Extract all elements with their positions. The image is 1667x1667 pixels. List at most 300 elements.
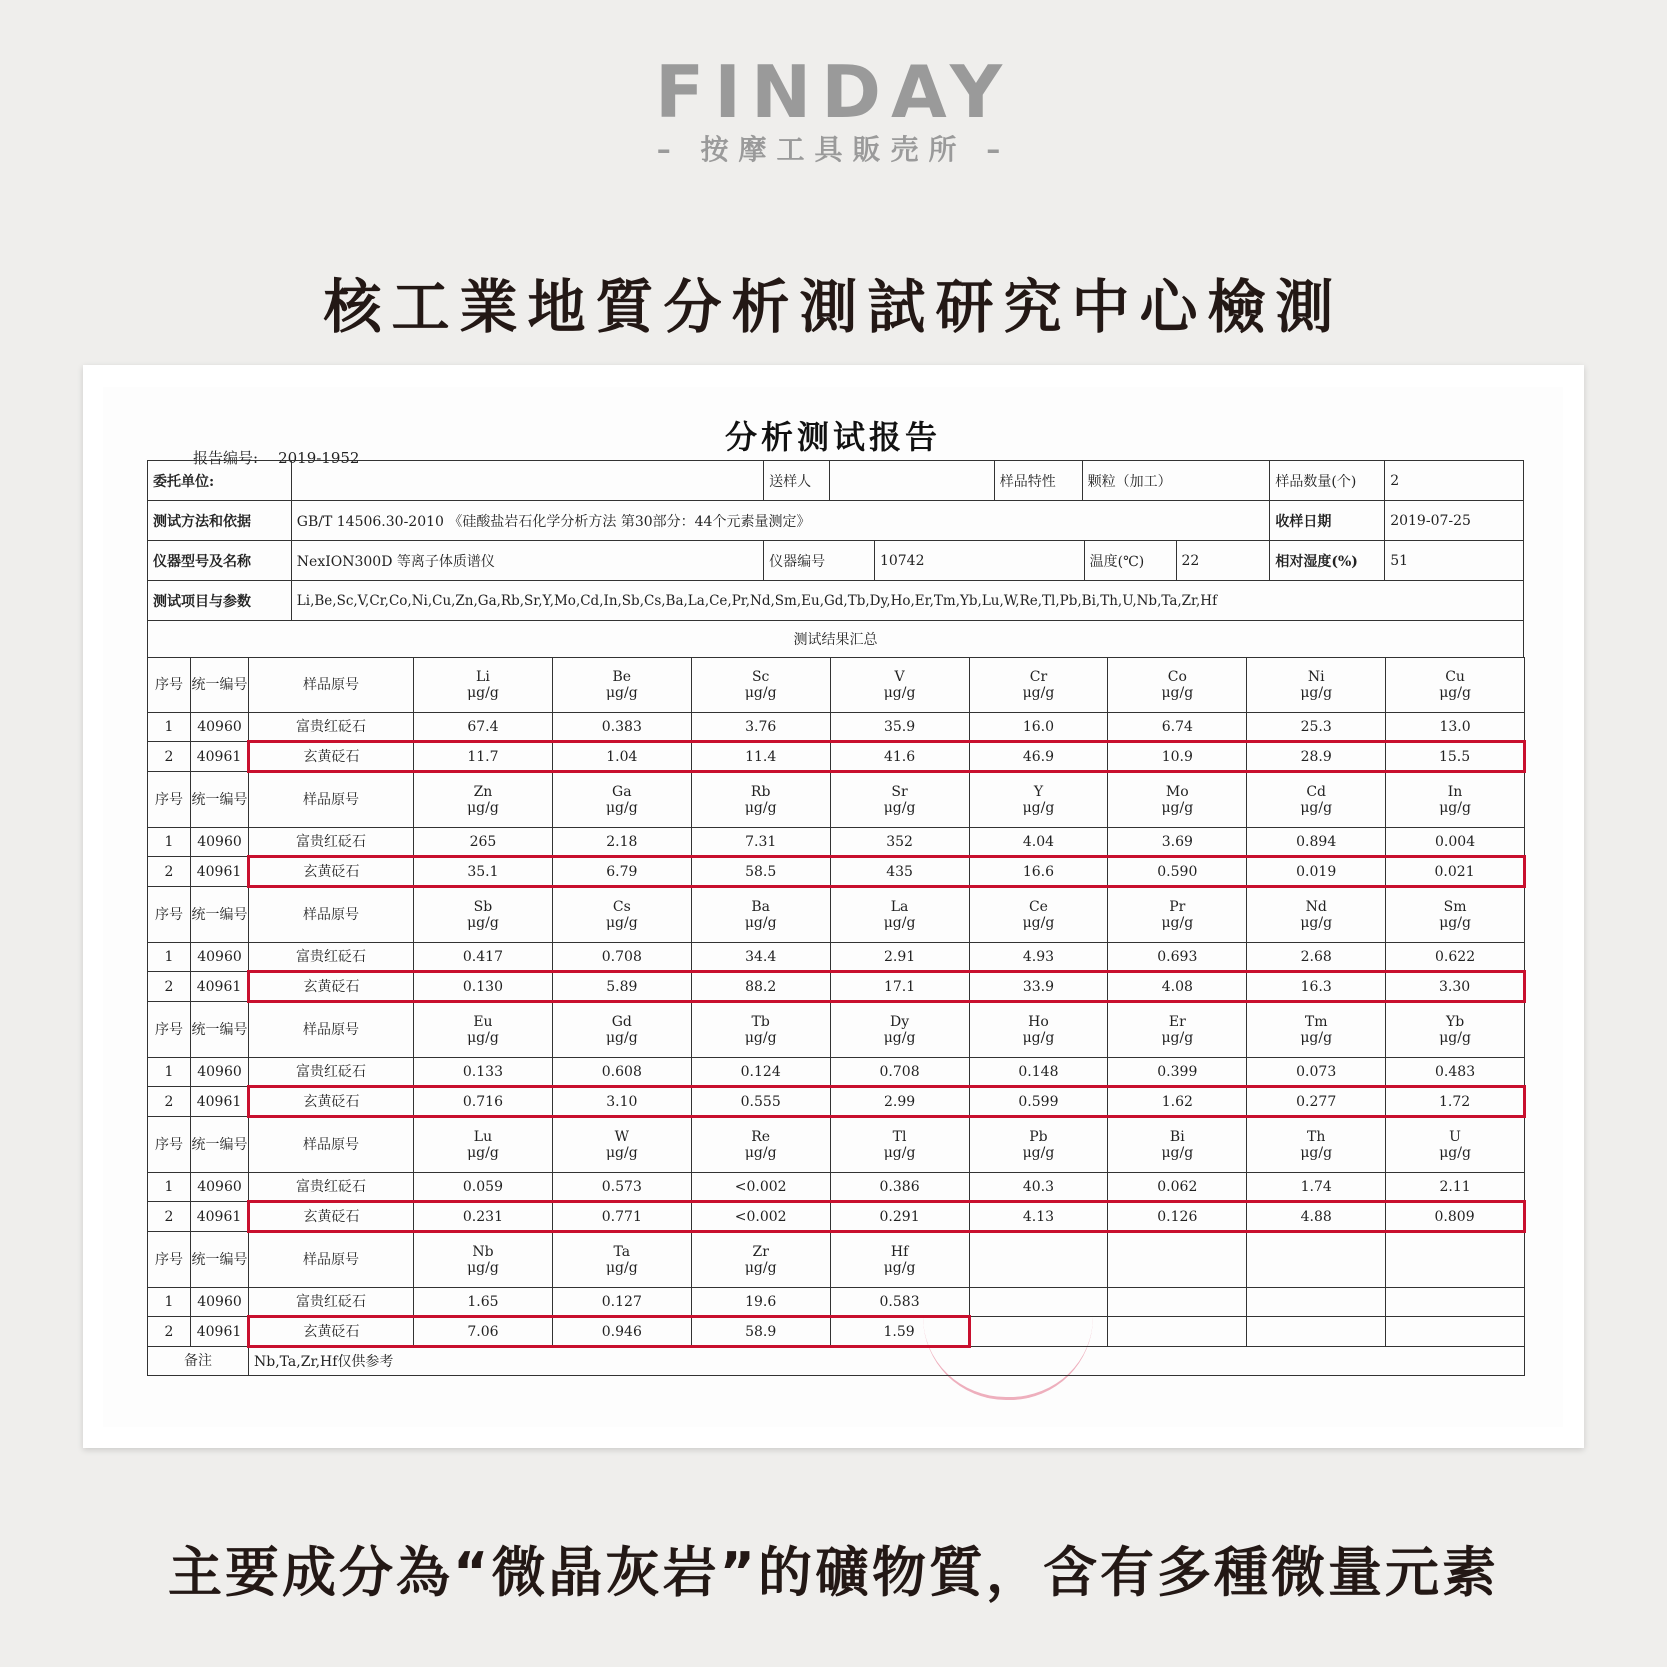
value-cell: 46.9 (969, 742, 1108, 772)
seq-cell: 2 (148, 742, 191, 772)
element-unit: μg/g (605, 1260, 638, 1276)
element-symbol: Ba (751, 899, 770, 915)
value-cell: 0.716 (414, 1087, 553, 1117)
seq-header: 序号 (148, 1117, 191, 1173)
element-symbol: W (614, 1129, 629, 1145)
element-header (830, 1232, 969, 1288)
element-symbol: Ce (1028, 899, 1048, 915)
element-unit: μg/g (605, 800, 638, 816)
value-cell: 88.2 (691, 972, 830, 1002)
element-unit: μg/g (605, 915, 638, 931)
element-header (552, 1002, 691, 1058)
seq-header: 序号 (148, 1002, 191, 1058)
value-cell: 58.5 (691, 857, 830, 887)
value-cell: 0.059 (414, 1173, 553, 1202)
element-header (552, 658, 691, 713)
value-cell: 1.59 (830, 1317, 969, 1347)
humidity-value: 51 (1390, 552, 1409, 569)
element-symbol: U (1449, 1129, 1461, 1145)
sample-name-cell: 富贵红砭石 (249, 1058, 414, 1087)
element-header (969, 658, 1108, 713)
sample-name-cell: 富贵红砭石 (249, 828, 414, 857)
seq-header: 序号 (148, 772, 191, 828)
element-symbol: Nd (1305, 899, 1327, 915)
element-header (1247, 1232, 1386, 1288)
value-cell: 0.126 (1108, 1202, 1247, 1232)
element-symbol: Yb (1445, 1014, 1465, 1030)
sample-name-cell: 玄黄砭石 (249, 972, 414, 1002)
method-value: GB/T 14506.30-2010 《硅酸盐岩石化学分析方法 第30部分：44个元素量测定》 (292, 501, 1271, 540)
element-symbol: Sb (473, 899, 493, 915)
sample-type-label: 样品特性 (995, 461, 1083, 500)
value-cell: 0.599 (969, 1087, 1108, 1117)
element-symbol: Tb (751, 1014, 770, 1030)
uid-header: 统一编号 (191, 1002, 249, 1058)
value-cell: 11.7 (414, 742, 553, 772)
sample-row (148, 742, 1525, 772)
sample-name-cell: 富贵红砭石 (249, 713, 414, 742)
element-symbol: Cd (1306, 784, 1327, 800)
value-cell: 0.590 (1108, 857, 1247, 887)
sample-row (148, 1058, 1525, 1087)
value-cell: 0.809 (1386, 1202, 1525, 1232)
sample-count-value: 2 (1390, 472, 1400, 489)
value-cell: 16.6 (969, 857, 1108, 887)
sender-label: 送样人 (764, 461, 830, 500)
report-table (147, 460, 1524, 1376)
value-cell (1386, 1317, 1525, 1347)
value-cell: 0.130 (414, 972, 553, 1002)
value-cell: 11.4 (691, 742, 830, 772)
value-cell: 4.08 (1108, 972, 1247, 1002)
element-symbol: Tm (1304, 1014, 1328, 1030)
element-unit: μg/g (744, 1030, 777, 1046)
element-header (552, 1117, 691, 1173)
value-cell: 0.127 (552, 1288, 691, 1317)
element-symbol: Pb (1029, 1129, 1048, 1145)
value-cell (1108, 1288, 1247, 1317)
value-cell: 0.148 (969, 1058, 1108, 1087)
seq-header: 序号 (148, 887, 191, 943)
brand-subtitle: – 按摩工具販売所 – (656, 133, 1011, 166)
sample-name-cell: 富贵红砭石 (249, 1288, 414, 1317)
sender-value (830, 461, 995, 500)
element-header (969, 1232, 1108, 1288)
value-cell: 4.13 (969, 1202, 1108, 1232)
report-number-label: 报告编号: (193, 449, 259, 467)
value-cell: 0.062 (1108, 1173, 1247, 1202)
seq-cell: 1 (148, 828, 191, 857)
element-header (552, 887, 691, 943)
method-label: 测试方法和依据 (148, 501, 292, 540)
element-header (1386, 772, 1525, 828)
element-symbol: Y (1033, 784, 1044, 800)
element-header (830, 887, 969, 943)
value-cell: 0.946 (552, 1317, 691, 1347)
element-header (691, 1117, 830, 1173)
element-header (1386, 1232, 1525, 1288)
value-cell (969, 1317, 1108, 1347)
items-label: 测试项目与参数 (148, 581, 292, 620)
remark-value: Nb,Ta,Zr,Hf仅供参考 (249, 1347, 1525, 1376)
uid-cell: 40961 (191, 1317, 249, 1347)
sample-header: 样品原号 (249, 887, 414, 943)
element-unit: μg/g (1439, 800, 1471, 816)
received-label: 收样日期 (1270, 501, 1385, 540)
value-cell: 0.133 (414, 1058, 553, 1087)
value-cell: 7.06 (414, 1317, 553, 1347)
element-symbol: La (890, 899, 909, 915)
report-number-value: 2019-1952 (278, 449, 360, 467)
value-cell: 0.021 (1386, 857, 1525, 887)
element-header (1386, 1002, 1525, 1058)
value-cell: 6.74 (1108, 713, 1247, 742)
value-cell (1247, 1288, 1386, 1317)
value-cell: 15.5 (1386, 742, 1525, 772)
element-unit: μg/g (1161, 1145, 1194, 1161)
sample-row (148, 1173, 1525, 1202)
element-symbol: V (894, 669, 905, 685)
value-cell: 40.3 (969, 1173, 1108, 1202)
element-symbol: Ho (1028, 1014, 1049, 1030)
instrument-label: 仪器型号及名称 (148, 541, 292, 580)
value-cell: 0.417 (414, 943, 553, 972)
element-header (691, 887, 830, 943)
value-cell: 0.608 (552, 1058, 691, 1087)
element-symbol: Pr (1169, 899, 1186, 915)
element-symbol: Sc (751, 669, 770, 685)
element-unit: μg/g (1022, 915, 1055, 931)
value-cell: 0.124 (691, 1058, 830, 1087)
element-unit: μg/g (1161, 800, 1194, 816)
element-unit: μg/g (744, 1260, 777, 1276)
value-cell: 3.69 (1108, 828, 1247, 857)
element-header (830, 658, 969, 713)
element-unit: μg/g (744, 1145, 777, 1161)
seq-cell: 1 (148, 1288, 191, 1317)
sample-count-label: 样品数量(个) (1270, 461, 1385, 500)
element-symbol: Tl (892, 1129, 907, 1145)
value-cell: 0.583 (830, 1288, 969, 1317)
value-cell: 4.93 (969, 943, 1108, 972)
sample-header: 样品原号 (249, 1002, 414, 1058)
uid-cell: 40961 (191, 857, 249, 887)
value-cell: 33.9 (969, 972, 1108, 1002)
sample-row (148, 1288, 1525, 1317)
instrument-no-value: 10742 (875, 541, 1085, 580)
element-unit: μg/g (744, 685, 777, 701)
brand-logo: FINDAY (655, 50, 1012, 134)
value-cell: 7.31 (691, 828, 830, 857)
element-header (1108, 772, 1247, 828)
seq-cell: 2 (148, 1202, 191, 1232)
element-header (552, 1232, 691, 1288)
element-header-row (148, 1002, 1525, 1058)
value-cell: 1.72 (1386, 1087, 1525, 1117)
temp-value: 22 (1177, 541, 1271, 580)
remark-row (148, 1347, 1525, 1376)
value-cell: 2.18 (552, 828, 691, 857)
element-unit: μg/g (1439, 1145, 1471, 1161)
value-cell: 25.3 (1247, 713, 1386, 742)
element-unit: μg/g (1300, 915, 1333, 931)
element-unit: μg/g (883, 1260, 916, 1276)
sample-header: 样品原号 (249, 772, 414, 828)
element-unit: μg/g (1300, 685, 1333, 701)
seq-header: 序号 (148, 1232, 191, 1288)
value-cell: 19.6 (691, 1288, 830, 1317)
uid-header: 统一编号 (191, 1117, 249, 1173)
sample-row (148, 713, 1525, 742)
value-cell: 0.277 (1247, 1087, 1386, 1117)
element-header (691, 1232, 830, 1288)
element-header (1108, 658, 1247, 713)
element-header (414, 658, 553, 713)
info-row-instrument (147, 540, 1524, 580)
temp-label: 温度(℃) (1085, 541, 1177, 580)
value-cell: 13.0 (1386, 713, 1525, 742)
humidity-label: 相对湿度(%) (1270, 541, 1385, 580)
element-header (1386, 658, 1525, 713)
sample-row (148, 1317, 1525, 1347)
client-value (292, 461, 764, 500)
element-unit: μg/g (467, 1030, 499, 1046)
element-symbol: Er (1168, 1014, 1186, 1030)
element-unit: μg/g (467, 800, 499, 816)
element-symbol: Ni (1307, 669, 1325, 685)
value-cell: 1.65 (414, 1288, 553, 1317)
element-symbol: Re (751, 1129, 771, 1145)
element-unit: μg/g (1439, 1030, 1471, 1046)
element-symbol: Th (1307, 1129, 1326, 1145)
element-header (1247, 1117, 1386, 1173)
value-cell: 16.0 (969, 713, 1108, 742)
uid-header: 统一编号 (191, 1232, 249, 1288)
element-header-row (148, 1232, 1525, 1288)
value-cell: 265 (414, 828, 553, 857)
client-label: 委托单位: (148, 461, 292, 500)
uid-cell: 40961 (191, 1202, 249, 1232)
value-cell: 0.231 (414, 1202, 553, 1232)
sample-name-cell: 富贵红砭石 (249, 943, 414, 972)
element-header (1247, 887, 1386, 943)
element-symbol: Lu (473, 1129, 493, 1145)
element-header (414, 1002, 553, 1058)
element-unit: μg/g (605, 685, 638, 701)
uid-cell: 40960 (191, 1058, 249, 1087)
element-symbol: Dy (889, 1014, 910, 1030)
value-cell: 0.399 (1108, 1058, 1247, 1087)
value-cell: 10.9 (1108, 742, 1247, 772)
value-cell: 58.9 (691, 1317, 830, 1347)
element-header (969, 1002, 1108, 1058)
value-cell (1108, 1317, 1247, 1347)
uid-cell: 40960 (191, 713, 249, 742)
element-header (830, 1117, 969, 1173)
element-header-row (148, 1117, 1525, 1173)
sample-name-cell: 玄黄砭石 (249, 1202, 414, 1232)
sample-name-cell: 玄黄砭石 (249, 742, 414, 772)
element-symbol: Cs (612, 899, 631, 915)
element-unit: μg/g (467, 685, 499, 701)
value-cell: 0.004 (1386, 828, 1525, 857)
value-cell: 17.1 (830, 972, 969, 1002)
footer-caption: 主要成分為“微晶灰岩”的礦物質，含有多種微量元素 (168, 1541, 1499, 1604)
value-cell: 0.383 (552, 713, 691, 742)
uid-cell: 40960 (191, 1288, 249, 1317)
value-cell: 0.708 (830, 1058, 969, 1087)
element-unit: μg/g (467, 1260, 499, 1276)
value-cell: 1.62 (1108, 1087, 1247, 1117)
element-unit: μg/g (883, 1145, 916, 1161)
element-header (1108, 1117, 1247, 1173)
value-cell: 2.91 (830, 943, 969, 972)
remark-label: 备注 (148, 1347, 249, 1376)
items-value: Li,Be,Sc,V,Cr,Co,Ni,Cu,Zn,Ga,Rb,Sr,Y,Mo,Cd,In,Sb,Cs,Ba,La,Ce,Pr,Nd,Sm,Eu,Gd,Tb,Dy,Ho,Er,Tm,Yb,Lu,W,Re,Tl,Pb,Bi,Th,U,Nb,Ta,Zr,Hf (296, 592, 1218, 609)
element-symbol: Nb (472, 1244, 494, 1260)
value-cell (969, 1288, 1108, 1317)
value-cell: 1.04 (552, 742, 691, 772)
element-symbol: Bi (1169, 1129, 1185, 1145)
element-unit: μg/g (1161, 685, 1194, 701)
element-header (830, 1002, 969, 1058)
sample-row (148, 828, 1525, 857)
value-cell: 2.99 (830, 1087, 969, 1117)
seq-cell: 1 (148, 1058, 191, 1087)
value-cell: 0.708 (552, 943, 691, 972)
element-unit: μg/g (1022, 1145, 1055, 1161)
element-header (1247, 772, 1386, 828)
element-symbol: Ta (613, 1244, 631, 1260)
element-unit: μg/g (467, 915, 499, 931)
element-header (1247, 658, 1386, 713)
sample-row (148, 972, 1525, 1002)
element-unit: μg/g (1300, 1145, 1333, 1161)
uid-header: 统一编号 (191, 658, 249, 713)
value-cell: 35.9 (830, 713, 969, 742)
element-symbol: Co (1167, 669, 1187, 685)
uid-cell: 40961 (191, 972, 249, 1002)
element-symbol: Zn (473, 784, 493, 800)
element-symbol: In (1447, 784, 1463, 800)
sample-row (148, 1087, 1525, 1117)
uid-cell: 40960 (191, 828, 249, 857)
value-cell: 0.894 (1247, 828, 1386, 857)
element-unit: μg/g (1161, 915, 1194, 931)
element-header (691, 772, 830, 828)
info-row-method (147, 500, 1524, 540)
element-symbol: Eu (473, 1014, 493, 1030)
value-cell: 4.04 (969, 828, 1108, 857)
sample-header: 样品原号 (249, 1117, 414, 1173)
element-header (691, 658, 830, 713)
element-header (552, 772, 691, 828)
value-cell: 3.76 (691, 713, 830, 742)
info-row-client (147, 460, 1524, 500)
seq-header: 序号 (148, 658, 191, 713)
element-symbol: Ga (612, 784, 632, 800)
value-cell: 3.10 (552, 1087, 691, 1117)
element-symbol: Rb (750, 784, 771, 800)
instrument-no-label: 仪器编号 (764, 541, 875, 580)
sample-name-cell: 玄黄砭石 (249, 1087, 414, 1117)
element-unit: μg/g (1300, 1030, 1333, 1046)
value-cell: <0.002 (691, 1202, 830, 1232)
value-cell: 16.3 (1247, 972, 1386, 1002)
results-table (147, 657, 1526, 1376)
element-symbol: Mo (1165, 784, 1189, 800)
element-header (414, 887, 553, 943)
element-unit: μg/g (1161, 1030, 1194, 1046)
value-cell: 2.68 (1247, 943, 1386, 972)
element-unit: μg/g (883, 800, 916, 816)
uid-cell: 40961 (191, 742, 249, 772)
element-symbol: Hf (890, 1244, 909, 1260)
value-cell: 0.019 (1247, 857, 1386, 887)
value-cell: 352 (830, 828, 969, 857)
element-unit: μg/g (1022, 1030, 1055, 1046)
sample-name-cell: 玄黄砭石 (249, 857, 414, 887)
uid-header: 统一编号 (191, 887, 249, 943)
value-cell: 4.88 (1247, 1202, 1386, 1232)
info-row-items (147, 580, 1524, 620)
value-cell: 0.291 (830, 1202, 969, 1232)
value-cell: 67.4 (414, 713, 553, 742)
seq-cell: 2 (148, 972, 191, 1002)
seq-cell: 1 (148, 943, 191, 972)
value-cell: 41.6 (830, 742, 969, 772)
element-unit: μg/g (1022, 800, 1055, 816)
element-header (1108, 1002, 1247, 1058)
seq-cell: 2 (148, 1087, 191, 1117)
value-cell: 0.483 (1386, 1058, 1525, 1087)
element-symbol: Cu (1445, 669, 1465, 685)
value-cell: 435 (830, 857, 969, 887)
element-unit: μg/g (883, 1030, 916, 1046)
element-header (1247, 1002, 1386, 1058)
element-unit: μg/g (883, 915, 916, 931)
element-unit: μg/g (467, 1145, 499, 1161)
element-header (414, 1232, 553, 1288)
element-unit: μg/g (883, 685, 916, 701)
element-symbol: Sm (1443, 899, 1467, 915)
element-symbol: Li (476, 669, 490, 685)
instrument-value: NexION300D 等离子体质谱仪 (292, 541, 764, 580)
element-header (969, 1117, 1108, 1173)
sample-row (148, 1202, 1525, 1232)
value-cell: 0.573 (552, 1173, 691, 1202)
element-header (414, 1117, 553, 1173)
uid-cell: 40961 (191, 1087, 249, 1117)
sample-row (148, 857, 1525, 887)
element-unit: μg/g (605, 1145, 638, 1161)
sample-name-cell: 富贵红砭石 (249, 1173, 414, 1202)
page-headline: 核工業地質分析測試研究中心檢測 (323, 273, 1344, 341)
element-header (1108, 887, 1247, 943)
value-cell: 0.073 (1247, 1058, 1386, 1087)
value-cell: <0.002 (691, 1173, 830, 1202)
element-unit: μg/g (744, 915, 777, 931)
value-cell: 5.89 (552, 972, 691, 1002)
element-unit: μg/g (605, 1030, 638, 1046)
element-unit: μg/g (1022, 685, 1055, 701)
value-cell: 0.386 (830, 1173, 969, 1202)
element-symbol: Zr (752, 1244, 769, 1260)
report-title: 分析测试报告 (724, 418, 941, 456)
value-cell: 0.693 (1108, 943, 1247, 972)
value-cell: 2.11 (1386, 1173, 1525, 1202)
seq-cell: 1 (148, 1173, 191, 1202)
